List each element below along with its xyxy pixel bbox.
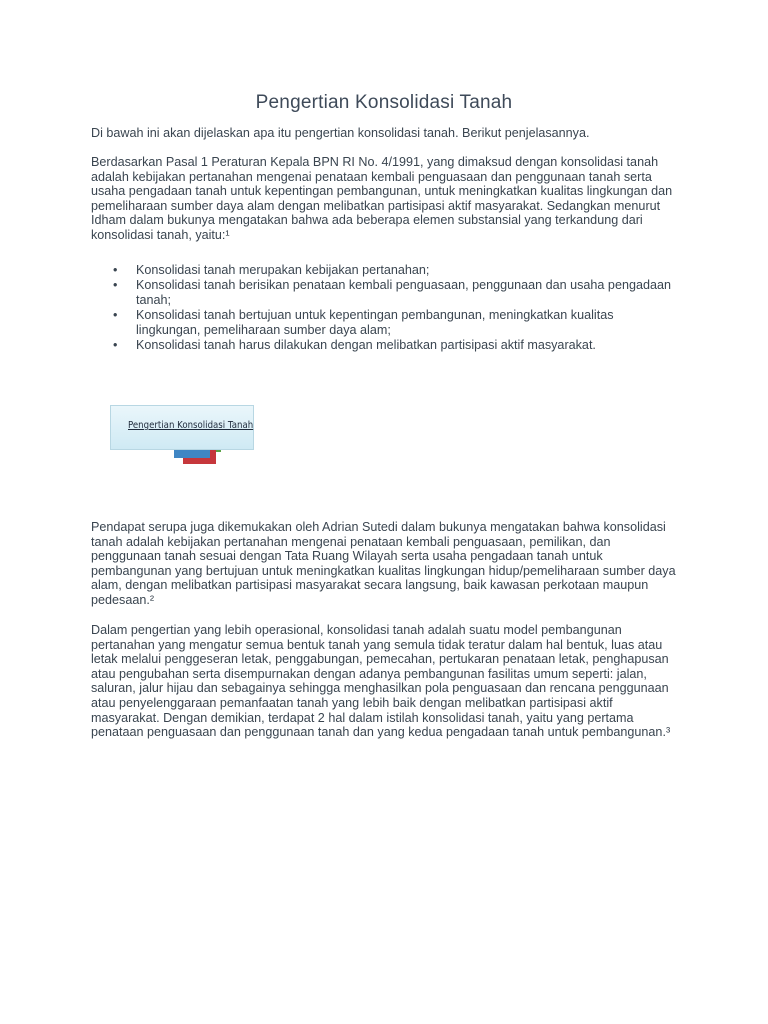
paragraph-line: usaha pengadaan tanah untuk kepentingan pembangunan, untuk meningkatkan kualitas lingkungan dan <box>91 184 673 199</box>
list-item <box>91 338 691 353</box>
list-item-text: Konsolidasi tanah berisikan penataan kembali penguasaan, penggunaan dan usaha pengadaan <box>136 278 671 292</box>
paragraph-line: saluran, jalur hijau dan sebagainya sehingga menghasilkan pola penguasaan dan rencana penggunaan <box>91 681 669 696</box>
paragraph-line: tanah adalah kebijakan pertanahan mengenai penataan kembali penguasaan, pemilikan, dan <box>91 534 611 549</box>
list-item <box>91 263 691 278</box>
list-item-text: tanah; <box>136 293 172 307</box>
list-item <box>91 278 691 308</box>
paragraph-line: penataan penguasaan dan penggunaan tanah dan yang kedua pengadaan tanah untuk pembangunan.³ <box>91 725 671 740</box>
article-image-banner <box>110 405 254 450</box>
list-item-text: Konsolidasi tanah merupakan kebijakan pertanahan; <box>136 263 430 277</box>
bullet-icon: • <box>113 338 118 352</box>
paragraph-line: alam, dengan melibatkan partisipasi masyarakat secara langsung, baik kawasan perkotaan maupun <box>91 578 649 593</box>
paragraph-line: atau pengubahan serta disempurnakan dengan adanya pembangunan fasilitas umum seperti: jalan, <box>91 666 647 681</box>
paragraph-line: pedesaan.² <box>91 592 155 607</box>
list-item-text: lingkungan, pemeliharaan sumber daya alam; <box>136 323 391 337</box>
paragraph-line: pembangunan yang bertujuan untuk meningkatkan kualitas lingkungan hidup/pemeliharaan sumber daya <box>91 563 676 578</box>
intro-paragraph: Di bawah ini akan dijelaskan apa itu pengertian konsolidasi tanah. Berikut penjelasannya. <box>91 126 590 140</box>
bullet-icon: • <box>113 278 118 292</box>
page-title: Pengertian Konsolidasi Tanah <box>255 92 513 113</box>
bullet-icon: • <box>113 308 118 322</box>
list-item-text: Konsolidasi tanah bertujuan untuk kepentingan pembangunan, meningkatkan kualitas <box>136 308 614 322</box>
list-item <box>91 308 691 338</box>
paragraph-line: pertanahan yang mengatur semua bentuk tanah yang semula tidak teratur dalam hal bentuk, luas atau <box>91 637 663 652</box>
paragraph-line: Idham dalam bukunya mengatakan bahwa ada beberapa elemen substansial yang terkandung dari <box>91 213 643 228</box>
paragraph-1 <box>91 155 681 243</box>
paragraph-2 <box>91 520 681 608</box>
bullet-list <box>91 263 691 353</box>
image-label: Pengertian Konsolidasi Tanah <box>128 420 254 431</box>
paragraph-line: Pendapat serupa juga dikemukakan oleh Adrian Sutedi dalam bukunya mengatakan bahwa konsolidasi <box>91 520 666 534</box>
paragraph-line: adalah kebijakan pertanahan mengenai penataan kembali penguasaan dan penggunaan tanah serta <box>91 169 652 184</box>
list-item-text: Konsolidasi tanah harus dilakukan dengan melibatkan partisipasi aktif masyarakat. <box>136 338 596 352</box>
paragraph-line: Dalam pengertian yang lebih operasional, konsolidasi tanah adalah suatu model pembangunan <box>91 623 622 637</box>
paragraph-line: Berdasarkan Pasal 1 Peraturan Kepala BPN RI No. 4/1991, yang dimaksud dengan konsolidasi tanah <box>91 155 659 169</box>
paragraph-line: letak melalui penggeseran letak, penggabungan, pemecahan, pertukaran penataan letak, penghapusan <box>91 652 669 667</box>
bullet-icon: • <box>113 263 118 277</box>
paragraph-3 <box>91 623 681 740</box>
paragraph-line: pemeliharaan sumber daya alam dengan melibatkan partisipasi aktif masyarakat. Sedangkan menurut <box>91 198 661 213</box>
paragraph-line: masyarakat. Dengan demikian, terdapat 2 hal dalam istilah konsolidasi tanah, yaitu yang pertama <box>91 710 634 725</box>
paragraph-line: atau penyelenggaraan pemanfaatan tanah yang lebih baik dengan melibatkan partisipasi aktif <box>91 695 613 710</box>
paragraph-line: penggunaan tanah sesuai dengan Tata Ruang Wilayah serta usaha pengadaan tanah untuk <box>91 549 603 564</box>
paragraph-line: konsolidasi tanah, yaitu:¹ <box>91 227 230 242</box>
